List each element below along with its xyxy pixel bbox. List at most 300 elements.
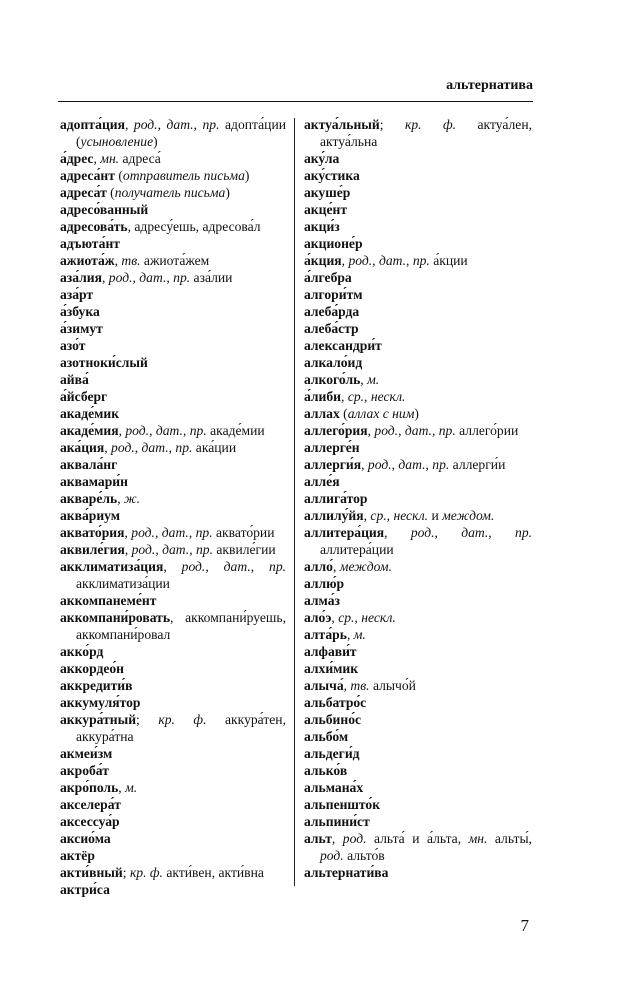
dictionary-entry: [304, 745, 532, 762]
headword: акко́рд: [60, 644, 104, 659]
dictionary-entry: [60, 235, 286, 252]
headword: а́дрес: [60, 151, 94, 166]
headword: аза́рт: [60, 287, 94, 302]
dictionary-entry: [304, 303, 532, 320]
entry-text: ,: [205, 559, 224, 574]
dictionary-entry: [304, 252, 532, 269]
grammar-note: род.: [133, 117, 158, 132]
dictionary-entry: [304, 524, 532, 558]
entry-text: ,: [118, 423, 126, 438]
headword: аксессуа́р: [60, 814, 120, 829]
dictionary-entry: [60, 524, 286, 541]
entry-text: и: [428, 508, 443, 523]
headword: ака́ция: [60, 440, 105, 455]
grammar-note: дат.: [141, 440, 169, 455]
dictionary-entry: [304, 337, 532, 354]
right-column: [304, 116, 532, 881]
headword: адъюта́нт: [60, 236, 120, 251]
dictionary-entry: [60, 677, 286, 694]
dictionary-entry: [304, 592, 532, 609]
grammar-note: кр. ф.: [405, 117, 457, 132]
headword: адопта́ция: [60, 117, 125, 132]
grammar-note: междом.: [442, 508, 495, 523]
entry-text: ;: [379, 117, 405, 132]
entry-text: ,: [361, 457, 368, 472]
grammar-note: род.: [374, 423, 399, 438]
entry-text: ,: [398, 423, 405, 438]
dictionary-entry: [60, 660, 286, 677]
dictionary-entry: [60, 541, 286, 558]
entry-text: адреса́: [119, 151, 161, 166]
grammar-note: м.: [125, 780, 138, 795]
dictionary-entry: [304, 677, 532, 694]
dictionary-entry: [60, 150, 286, 167]
dictionary-entry: [60, 609, 286, 643]
dictionary-entry: [304, 150, 532, 167]
entry-text: ,: [117, 491, 124, 506]
headword: аку́ла: [304, 151, 340, 166]
entry-text: аквато́рии: [212, 525, 275, 540]
headword: акклиматиза́ция: [60, 559, 164, 574]
entry-text: ,: [331, 610, 339, 625]
dictionary-entry: [304, 456, 532, 473]
grammar-note: дат.: [398, 457, 426, 472]
grammar-note: ж.: [123, 491, 141, 506]
entry-text: адопта́ции (: [76, 117, 287, 149]
grammar-note: дат.: [404, 423, 432, 438]
entry-text: ,: [364, 389, 371, 404]
grammar-note: тв.: [350, 678, 370, 693]
headword: а́либи: [304, 389, 342, 404]
dictionary-entry: [60, 507, 286, 524]
dictionary-entry: [60, 558, 286, 592]
grammar-note: нескл.: [393, 508, 429, 523]
grammar-note: род.: [125, 423, 150, 438]
entry-text: аза́лии: [190, 270, 233, 285]
dictionary-entry: [304, 660, 532, 677]
entry-text: ,: [386, 508, 394, 523]
headword: акселера́т: [60, 797, 121, 812]
grammar-note: мн.: [100, 151, 120, 166]
grammar-note: ср.: [370, 508, 387, 523]
entry-text: (: [114, 168, 123, 183]
entry-text: ажиота́жем: [140, 253, 210, 268]
entry-text: а́кции: [429, 253, 468, 268]
header-rule: [58, 101, 533, 102]
headword: акти́вный: [60, 865, 123, 880]
grammar-note: дат.: [139, 270, 167, 285]
dictionary-entry: [60, 881, 286, 898]
page-number: 7: [520, 916, 529, 935]
grammar-note: усыновление: [80, 134, 154, 149]
headword: алло́: [304, 559, 333, 574]
headword: алхи́мик: [304, 661, 359, 676]
headword: альбатро́с: [304, 695, 367, 710]
entry-text: ,: [391, 457, 399, 472]
headword: аккредити́в: [60, 678, 133, 693]
grammar-note: дат.: [155, 423, 183, 438]
grammar-note: пр.: [195, 525, 213, 540]
headword: алле́я: [304, 474, 340, 489]
headword: адреса́нт: [60, 168, 115, 183]
entry-text: ,: [384, 525, 411, 540]
dictionary-entry: [60, 167, 286, 184]
headword: аквиле́гия: [60, 542, 125, 557]
grammar-note: дат.: [161, 525, 189, 540]
headword: а́зимут: [60, 321, 103, 336]
entry-text: ,: [354, 610, 362, 625]
headword: аккордео́н: [60, 661, 124, 676]
grammar-note: род.: [181, 559, 206, 574]
dictionary-entry: [60, 796, 286, 813]
headword: а́йсберг: [60, 389, 108, 404]
dictionary-entry: [304, 694, 532, 711]
grammar-note: дат.: [166, 117, 194, 132]
grammar-note: дат.: [378, 253, 407, 268]
headword: азотноки́слый: [60, 355, 148, 370]
dictionary-entry: [60, 218, 286, 235]
headword: акуше́р: [304, 185, 351, 200]
headword: акаде́мик: [60, 406, 120, 421]
headword: аккура́тный: [60, 712, 137, 727]
dictionary-entry: [304, 405, 532, 422]
headword: акаде́мия: [60, 423, 119, 438]
entry-text: ,: [182, 423, 190, 438]
entry-text: ,: [114, 253, 122, 268]
dictionary-entry: [60, 422, 286, 439]
entry-text: ,: [331, 831, 343, 846]
entry-text: альты́,: [487, 831, 532, 846]
grammar-note: ср.: [347, 389, 365, 404]
dictionary-entry: [304, 286, 532, 303]
entry-text: ,: [343, 678, 351, 693]
entry-text: альта́ и а́льта,: [366, 831, 469, 846]
headword: алеба́рда: [304, 304, 360, 319]
headword: аллах: [304, 406, 340, 421]
grammar-note: пр.: [515, 525, 533, 540]
dictionary-entry: [60, 813, 286, 830]
headword: алма́з: [304, 593, 340, 608]
headword: алеба́стр: [304, 321, 359, 336]
dictionary-entry: [60, 762, 286, 779]
headword: ало́э: [304, 610, 332, 625]
grammar-note: род.: [320, 848, 344, 863]
headword: адресо́ванный: [60, 202, 149, 217]
dictionary-entry: [304, 218, 532, 235]
headword: актёр: [60, 848, 95, 863]
headword: альбино́с: [304, 712, 362, 727]
entry-text: ,: [189, 542, 196, 557]
dictionary-entry: [60, 456, 286, 473]
dictionary-entry: [60, 847, 286, 864]
dictionary-entry: [60, 694, 286, 711]
dictionary-entry: [304, 320, 532, 337]
grammar-note: кр. ф.: [158, 712, 207, 727]
entry-text: ,: [163, 559, 182, 574]
headword: акце́нт: [304, 202, 348, 217]
dictionary-entry: [304, 422, 532, 439]
grammar-note: пр.: [202, 117, 220, 132]
dictionary-entry: [60, 184, 286, 201]
dictionary-entry: [60, 711, 286, 745]
grammar-note: мн.: [468, 831, 488, 846]
grammar-note: род.: [131, 525, 155, 540]
dictionary-entry: [304, 711, 532, 728]
headword: адресова́ть: [60, 219, 128, 234]
entry-text: (: [106, 185, 115, 200]
headword: аккомпанеме́нт: [60, 593, 157, 608]
entry-text: , аккомпани́руешь, аккомпани́ровал: [76, 610, 286, 642]
headword: алкого́ль: [304, 372, 361, 387]
entry-text: (: [339, 406, 348, 421]
dictionary-entry: [304, 626, 532, 643]
entry-text: ака́ции: [192, 440, 237, 455]
grammar-note: род.: [131, 542, 156, 557]
dictionary-entry: [60, 592, 286, 609]
headword: акци́з: [304, 219, 340, 234]
entry-text: ,: [124, 525, 132, 540]
entry-text: актуа́лен, актуа́льна: [320, 117, 532, 149]
headword: а́кция: [304, 253, 342, 268]
dictionary-entry: [60, 473, 286, 490]
entry-text: ,: [434, 525, 462, 540]
entry-text: ,: [360, 372, 368, 387]
grammar-note: пр.: [432, 457, 450, 472]
entry-text: ,: [124, 117, 134, 132]
dictionary-entry: [60, 439, 286, 456]
dictionary-entry: [60, 337, 286, 354]
dictionary-entry: [60, 388, 286, 405]
grammar-note: отправитель письма: [122, 168, 245, 183]
dictionary-entry: [60, 354, 286, 371]
headword: альбо́м: [304, 729, 349, 744]
headword: альмана́х: [304, 780, 364, 795]
dictionary-entry: [304, 864, 532, 881]
headword: аллилу́йя: [304, 508, 364, 523]
entry-text: аллитера́ции: [320, 542, 394, 557]
grammar-note: кр. ф.: [129, 865, 163, 880]
grammar-note: род.: [367, 457, 392, 472]
dictionary-entry: [304, 371, 532, 388]
entry-text: ): [244, 168, 250, 183]
grammar-note: пр.: [438, 423, 456, 438]
grammar-note: дат.: [162, 542, 190, 557]
dictionary-entry: [60, 405, 286, 422]
entry-text: ): [153, 134, 158, 149]
headword: александри́т: [304, 338, 382, 353]
headword: актуа́льный: [304, 117, 380, 132]
headword: аккомпани́ровать: [60, 610, 171, 625]
headword: аквала́нг: [60, 457, 118, 472]
dictionary-entry: [304, 507, 532, 524]
entry-text: ,: [332, 559, 340, 574]
entry-text: ,: [155, 542, 163, 557]
grammar-note: аллах с ним: [347, 406, 415, 421]
entry-text: ,: [188, 525, 196, 540]
dictionary-entry: [60, 864, 286, 881]
entry-text: ,: [425, 457, 433, 472]
headword: алта́рь: [304, 627, 347, 642]
entry-text: альто́в: [343, 848, 385, 863]
grammar-note: нескл.: [361, 610, 396, 625]
entry-text: аллерги́и: [449, 457, 506, 472]
headword: аллю́р: [304, 576, 345, 591]
entry-text: ,: [431, 423, 439, 438]
entry-text: акаде́мии: [206, 423, 265, 438]
entry-text: ,: [124, 542, 132, 557]
entry-text: ;: [136, 712, 159, 727]
grammar-note: род.: [410, 525, 435, 540]
grammar-note: м.: [367, 372, 380, 387]
dictionary-entry: [60, 371, 286, 388]
headword: азо́т: [60, 338, 86, 353]
grammar-note: пр.: [173, 270, 191, 285]
grammar-note: дат.: [461, 525, 489, 540]
headword: аллига́тор: [304, 491, 368, 506]
dictionary-entry: [304, 762, 532, 779]
dictionary-entry: [304, 490, 532, 507]
grammar-note: тв.: [121, 253, 141, 268]
grammar-note: м.: [353, 627, 366, 642]
entry-text: ,: [193, 117, 203, 132]
entry-text: ,: [132, 270, 140, 285]
grammar-note: пр.: [412, 253, 430, 268]
headword: аллитера́ция: [304, 525, 385, 540]
entry-text: ,: [341, 253, 349, 268]
dictionary-entry: [304, 354, 532, 371]
entry-text: ,: [104, 440, 112, 455]
dictionary-entry: [60, 779, 286, 796]
dictionary-entry: [304, 116, 532, 150]
dictionary-entry: [304, 439, 532, 456]
grammar-note: ср.: [338, 610, 355, 625]
entry-text: ): [225, 185, 230, 200]
headword: акмеи́зм: [60, 746, 113, 761]
headword: аку́стика: [304, 168, 360, 183]
entry-text: аллего́рии: [455, 423, 519, 438]
grammar-note: пр.: [175, 440, 193, 455]
headword: альтернати́ва: [304, 865, 389, 880]
dictionary-entry: [60, 252, 286, 269]
entry-text: ,: [157, 117, 167, 132]
entry-text: ,: [488, 525, 516, 540]
entry-text: ,: [154, 525, 162, 540]
entry-text: ,: [367, 423, 375, 438]
entry-text: ,: [149, 423, 156, 438]
headword: а́збука: [60, 304, 100, 319]
grammar-note: получатель письма: [114, 185, 226, 200]
headword: аквамари́н: [60, 474, 128, 489]
entry-text: ,: [118, 780, 126, 795]
dictionary-entry: [60, 830, 286, 847]
dictionary-entry: [304, 388, 532, 405]
dictionary-entry: [304, 269, 532, 286]
dictionary-entry: [304, 558, 532, 575]
headword: аллерги́я: [304, 457, 362, 472]
grammar-note: пр.: [195, 542, 213, 557]
headword: алкало́ид: [304, 355, 363, 370]
left-column: [60, 116, 286, 898]
dictionary-entry: [60, 320, 286, 337]
headword: актри́са: [60, 882, 110, 897]
grammar-note: род.: [111, 440, 135, 455]
grammar-note: пр.: [269, 559, 287, 574]
dictionary-entry: [60, 303, 286, 320]
dictionary-entry: [60, 745, 286, 762]
dictionary-entry: [304, 643, 532, 660]
headword: акваре́ль: [60, 491, 118, 506]
headword: акроба́т: [60, 763, 109, 778]
entry-text: ): [414, 406, 419, 421]
dictionary-entry: [304, 779, 532, 796]
headword: алфави́т: [304, 644, 357, 659]
grammar-note: род.: [108, 270, 133, 285]
dictionary-entry: [60, 201, 286, 218]
headword: алько́в: [304, 763, 348, 778]
headword: аллерге́н: [304, 440, 360, 455]
dictionary-entry: [304, 830, 532, 864]
headword: акро́поль: [60, 780, 119, 795]
headword: аккумуля́тор: [60, 695, 141, 710]
grammar-note: междом.: [339, 559, 393, 574]
entry-text: ,: [341, 389, 348, 404]
entry-text: ,: [406, 253, 413, 268]
dictionary-entry: [60, 116, 286, 150]
dictionary-entry: [304, 813, 532, 830]
dictionary-entry: [304, 796, 532, 813]
entry-text: ,: [346, 627, 354, 642]
dictionary-entry: [304, 575, 532, 592]
dictionary-entry: [304, 235, 532, 252]
headword: аза́лия: [60, 270, 102, 285]
entry-text: ,: [363, 508, 371, 523]
headword: алыча́: [304, 678, 344, 693]
grammar-note: пр.: [189, 423, 207, 438]
entry-text: акклиматиза́ции: [76, 576, 170, 591]
dictionary-entry: [304, 728, 532, 745]
entry-text: акти́вен, акти́вна: [162, 865, 264, 880]
headword: аллего́рия: [304, 423, 368, 438]
dictionary-entry: [60, 490, 286, 507]
dictionary-entry: [304, 201, 532, 218]
dictionary-entry: [304, 167, 532, 184]
entry-text: ,: [372, 253, 379, 268]
headword: альдеги́д: [304, 746, 360, 761]
entry-text: ,: [168, 440, 176, 455]
grammar-note: нескл.: [370, 389, 406, 404]
entry-text: аккура́тен, аккура́тна: [76, 712, 286, 744]
headword: аквато́рия: [60, 525, 125, 540]
entry-text: ,: [166, 270, 174, 285]
headword: алгори́тм: [304, 287, 363, 302]
entry-text: ,: [134, 440, 142, 455]
headword: аксио́ма: [60, 831, 111, 846]
headword: альт: [304, 831, 332, 846]
headword: альпини́ст: [304, 814, 370, 829]
dictionary-entry: [60, 643, 286, 660]
headword: айва́: [60, 372, 89, 387]
headword: а́лгебра: [304, 270, 352, 285]
entry-text: ,: [250, 559, 270, 574]
dictionary-entry: [304, 609, 532, 626]
grammar-note: род.: [342, 831, 367, 846]
entry-text: аквиле́гии: [212, 542, 276, 557]
headword: адреса́т: [60, 185, 107, 200]
grammar-note: род.: [348, 253, 373, 268]
entry-text: , адресу́ешь, адресова́л: [127, 219, 261, 234]
entry-text: алычо́й: [369, 678, 416, 693]
dictionary-entry: [304, 473, 532, 490]
